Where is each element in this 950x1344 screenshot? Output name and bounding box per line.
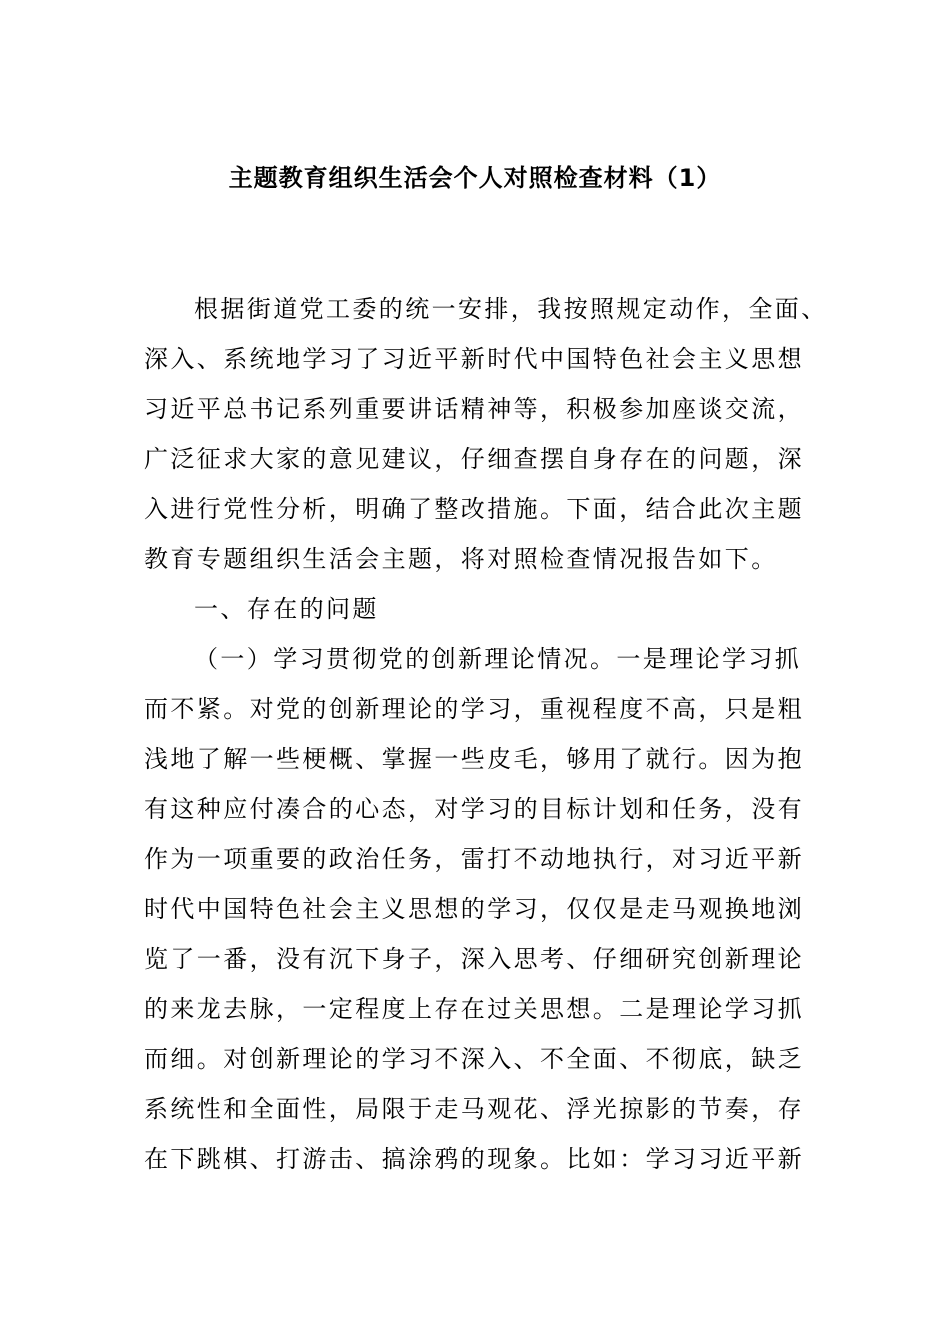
paragraph-line: 而细。对创新理论的学习不深入、不全面、不彻底，缺乏 [144, 1045, 804, 1073]
paragraph-line: （一）学习贯彻党的创新理论情况。一是理论学习抓 [194, 645, 802, 673]
paragraph-line: 而不紧。对党的创新理论的学习，重视程度不高，只是粗 [144, 695, 804, 723]
paragraph-line: 系统性和全面性，局限于走马观花、浮光掠影的节奏，存 [144, 1095, 804, 1123]
paragraph-line: 浅地了解一些梗概、掌握一些皮毛，够用了就行。因为抱 [144, 745, 804, 773]
paragraph-line: 有这种应付凑合的心态，对学习的目标计划和任务，没有 [144, 795, 804, 823]
paragraph-line: 根据街道党工委的统一安排，我按照规定动作，全面、 [194, 295, 828, 323]
paragraph-line: 时代中国特色社会主义思想的学习，仅仅是走马观换地浏 [144, 895, 804, 923]
paragraph-line: 教育专题组织生活会主题，将对照检查情况报告如下。 [144, 545, 778, 573]
section-heading: 一、存在的问题 [194, 595, 379, 623]
paragraph-line: 览了一番，没有沉下身子，深入思考、仔细研究创新理论 [144, 945, 804, 973]
paragraph-line: 的来龙去脉，一定程度上存在过关思想。二是理论学习抓 [144, 995, 804, 1023]
paragraph-line: 入进行党性分析，明确了整改措施。下面，结合此次主题 [144, 495, 804, 523]
document-title: 主题教育组织生活会个人对照检查材料（1） [228, 164, 722, 192]
paragraph-line: 深入、系统地学习了习近平新时代中国特色社会主义思想 [144, 345, 804, 373]
paragraph-line: 作为一项重要的政治任务，雷打不动地执行，对习近平新 [144, 845, 804, 873]
paragraph-line: 广泛征求大家的意见建议，仔细查摆自身存在的问题，深 [144, 445, 804, 473]
paragraph-line: 在下跳棋、打游击、搞涂鸦的现象。比如：学习习近平新 [144, 1145, 804, 1173]
document-body [144, 284, 828, 1184]
paragraph-line: 习近平总书记系列重要讲话精神等，积极参加座谈交流， [144, 395, 804, 423]
